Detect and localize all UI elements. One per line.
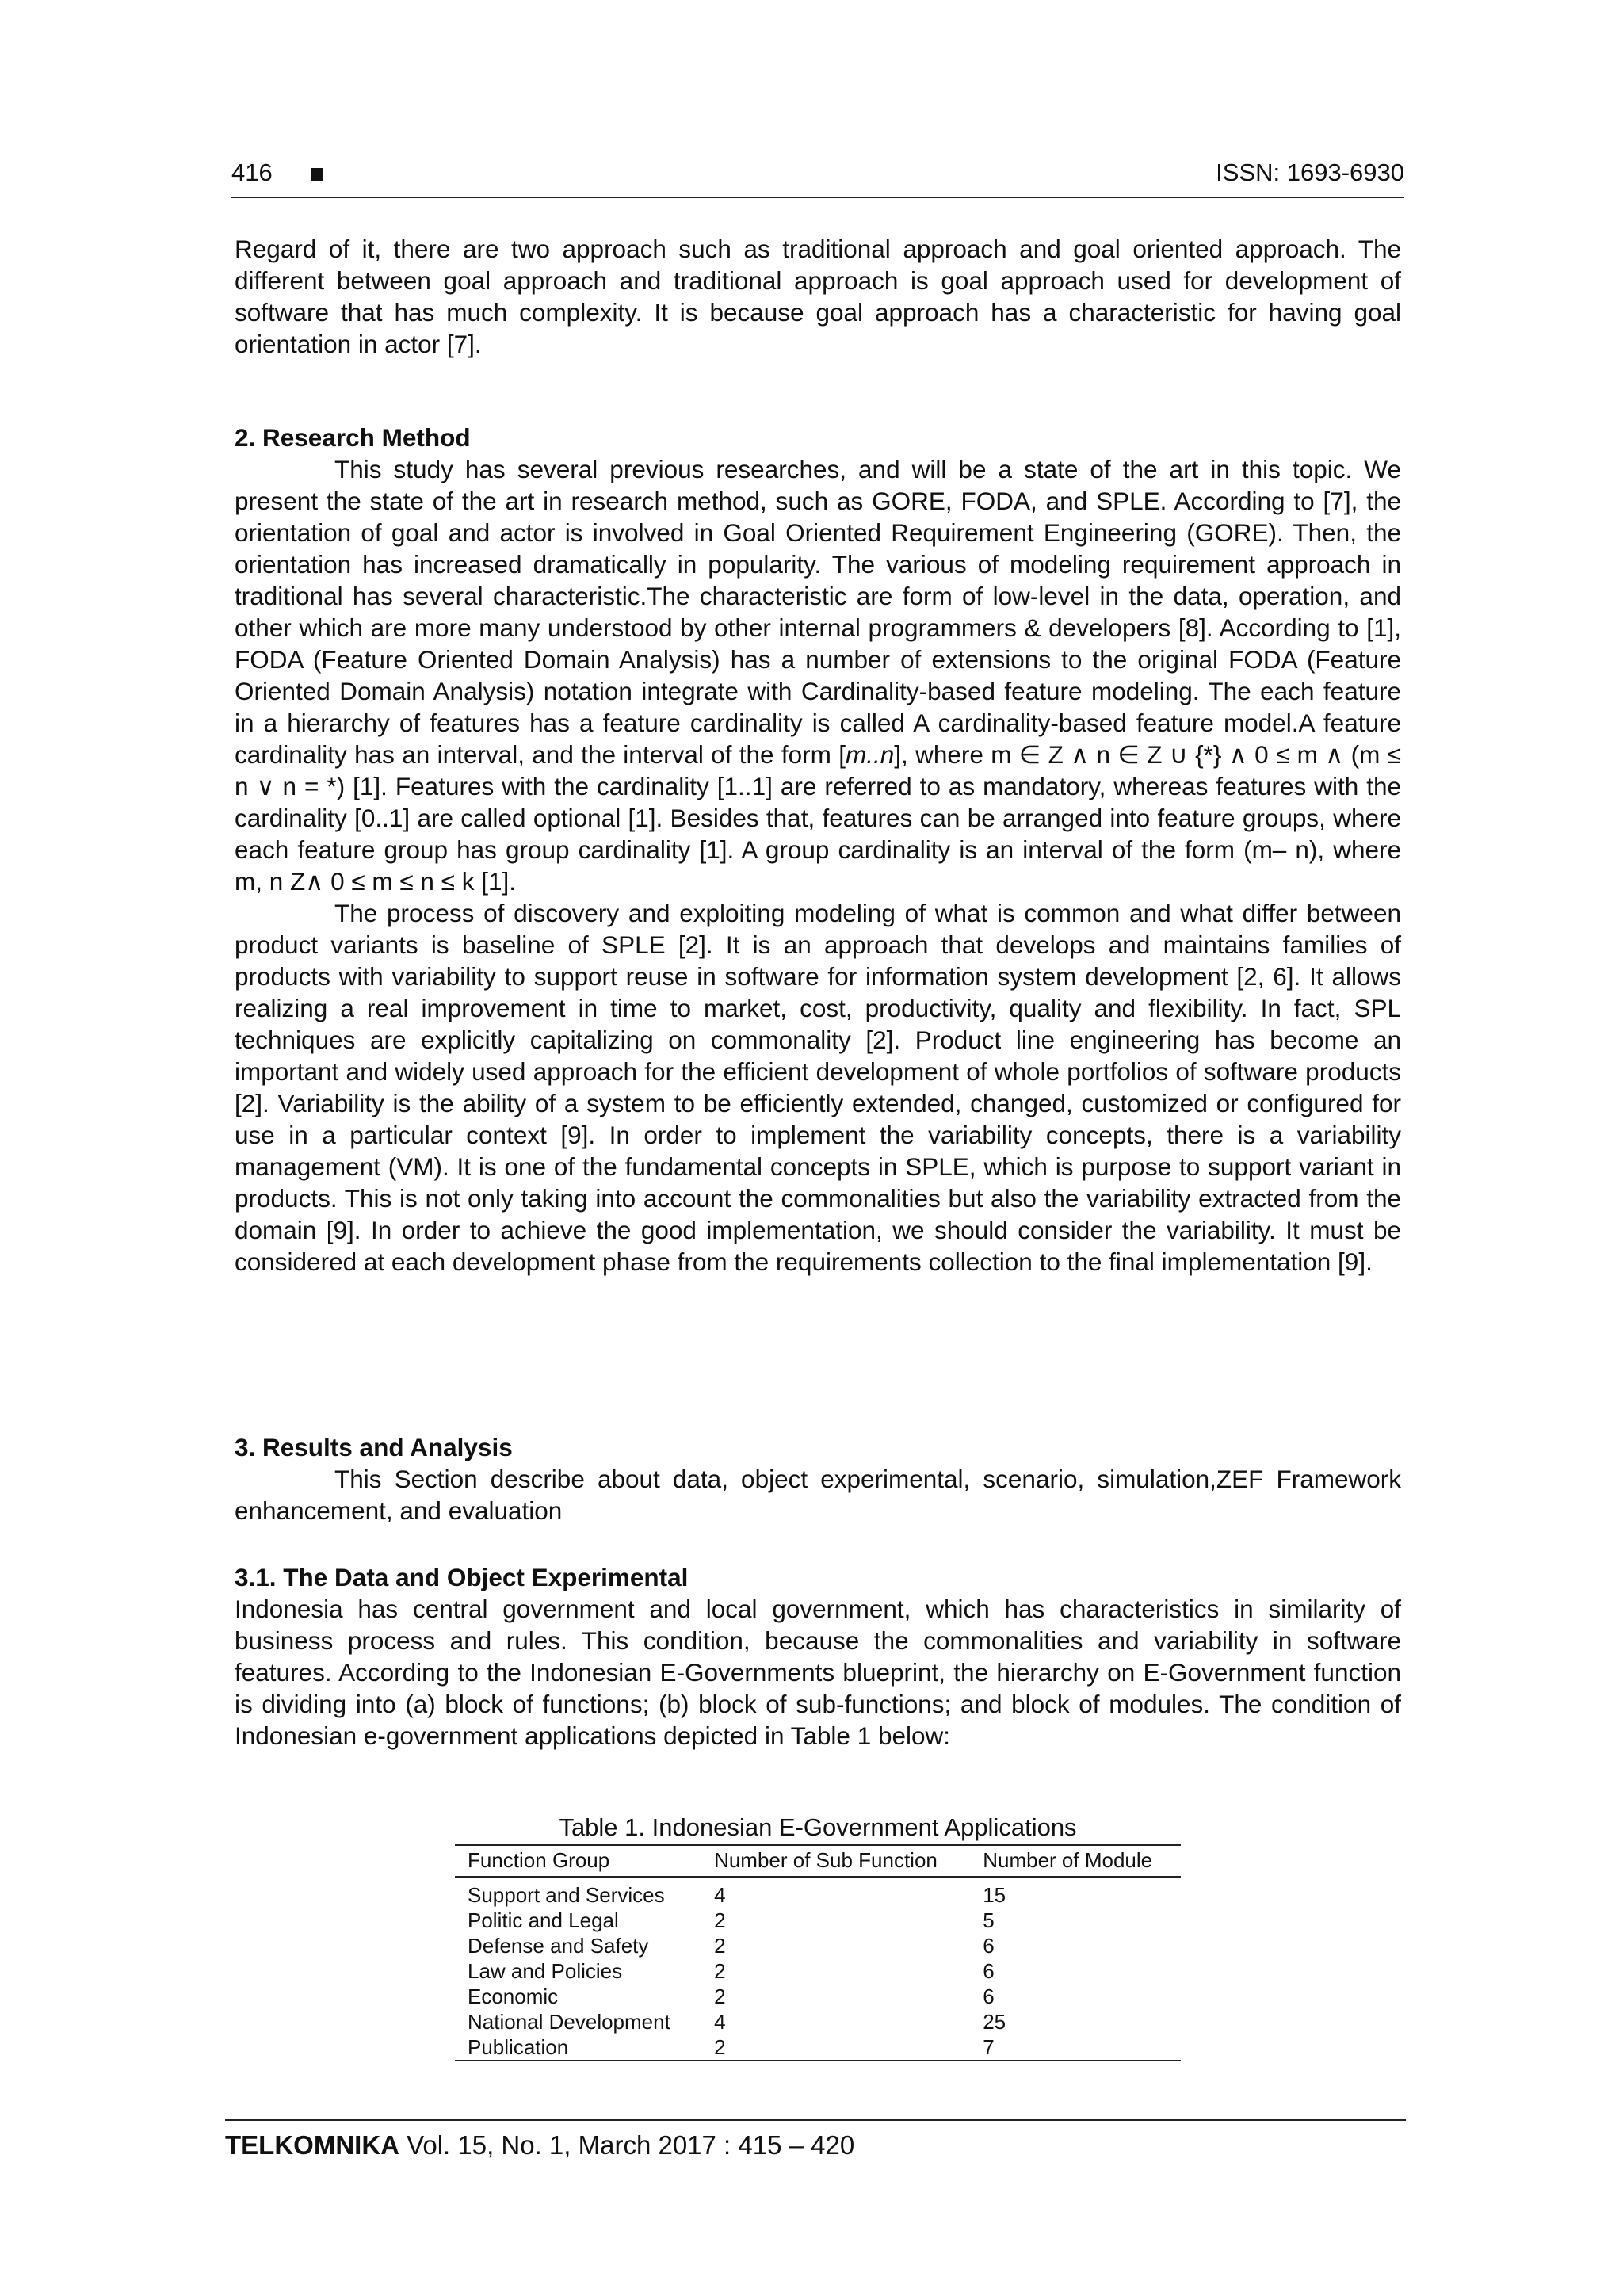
table-row [455,2034,1181,2061]
table-cell: 2 [714,1934,726,1958]
table-row [455,1908,1181,1933]
page-header [231,152,1404,198]
table-caption: Table 1. Indonesian E-Government Applications [559,1813,1077,1841]
table-cell: 6 [983,1985,995,2008]
section-heading: 2. Research Method [235,423,471,452]
paragraph: This Section describe about data, object experimental, scenario, simulation,ZEF Framework enhancement, and evaluation [235,1465,1401,1525]
column-header: Function Group [455,1845,701,1877]
column-header: Number of Module [970,1845,1181,1877]
paragraph-text: ], where m ∈ Z ∧ n ∈ Z ∪ {*} ∧ 0 ≤ m ∧ (m ≤ n ∨ n = *) [1]. Features with the cardinality [1..1] are referred to as mandatory, whereas features with the cardinality [0..1] are called optional [1]. Besides that, features can be arranged into feature groups, where each feature group has group cardinality [1]. A group cardinality is an interval of the form (m– n), where m, n Z∧ 0 ≤ m ≤ n ≤ k [1]. [235,740,1401,896]
research-method-section [235,422,1401,1278]
table-cell: National Development [468,2010,670,2034]
section-heading: 3. Results and Analysis [235,1433,513,1461]
table-cell: Economic [468,1985,559,2008]
table-cell: Publication [455,2034,701,2061]
column-header: Number of Sub Function [701,1845,970,1877]
data-object-section [235,1561,1401,1752]
paragraph: Indonesia has central government and local government, which has characteristics in similarity of business process and rules. This condition, because the commonalities and variability in software features. According to the Indonesian E-Governments blueprint, the hierarchy on E-Government function is dividing into (a) block of functions; (b) block of sub-functions; and block of modules. The condition of Indonesian e-government applications depicted in Table 1 below: [235,1595,1401,1750]
table-row [455,1984,1181,2009]
table-row [455,1958,1181,1984]
page-footer [225,2119,1406,2160]
square-bullet-icon [311,168,323,181]
table-cell: 2 [714,1985,726,2008]
intro-section [235,233,1401,360]
table-cell: 15 [983,1883,1006,1907]
table-cell: 4 [714,2010,726,2034]
table-header-row [455,1845,1181,1877]
table-cell: Politic and Legal [468,1908,619,1932]
table-cell: 7 [970,2034,1181,2061]
table-row [455,2009,1181,2034]
issn: ISSN: 1693-6930 [1216,159,1404,186]
table-cell: Defense and Safety [468,1934,649,1958]
paragraph [235,453,1401,897]
table-cell: 25 [983,2010,1006,2034]
table-cell: 2 [714,1908,726,1932]
table-cell: 5 [983,1908,995,1932]
interval-notation: m..n [846,740,895,769]
table-cell: 4 [714,1883,726,1907]
journal-details: Vol. 15, No. 1, March 2017 : 415 – 420 [407,2130,855,2160]
egov-table [455,1844,1181,2061]
subsection-heading: 3.1. The Data and Object Experimental [235,1563,689,1591]
paragraph-text: This study has several previous researches, and will be a state of the art in this topic. We present the state of the art in research method, such as GORE, FODA, and SPLE. According to [7], the orientation of goal and actor is involved in Goal Oriented Requirement Engineering (GORE). Then, the orientation has increased dramatically in popularity. The various of modeling requirement approach in traditional has several characteristic.The characteristic are form of low-level in the data, operation, and other which are more many understood by other internal programmers & developers [8]. According to [1], FODA (Feature Oriented Domain Analysis) has a number of extensions to the original FODA (Feature Oriented Domain Analysis) notation integrate with Cardinality-based feature modeling. The each feature in a hierarchy of features has a feature cardinality is called A cardinality-based feature model.A feature cardinality has an interval, and the interval of the form [ [235,455,1401,769]
table-cell: Support and Services [468,1883,665,1907]
table-row [455,1933,1181,1958]
journal-name: TELKOMNIKA [225,2130,399,2160]
intro-paragraph: Regard of it, there are two approach such as traditional approach and goal oriented approach. The different between goal approach and traditional approach is goal approach used for development of software that has much complexity. It is because goal approach has a characteristic for having goal orientation in actor [7]. [235,235,1401,358]
table-cell: 6 [983,1959,995,1983]
table-cell: Law and Policies [468,1959,623,1983]
paragraph: The process of discovery and exploiting modeling of what is common and what differ between product variants is baseline of SPLE [2]. It is an approach that develops and maintains families of products with variability to support reuse in software for information system development [2, 6]. It allows realizing a real improvement in time to market, cost, productivity, quality and flexibility. In fact, SPL techniques are explicitly capitalizing on commonality [2]. Product line engineering has become an important and widely used approach for the efficient development of whole portfolios of software products [2]. Variability is the ability of a system to be efficiently extended, changed, customized or configured for use in a particular context [9]. In order to implement the variability concepts, there is a variability management (VM). It is one of the fundamental concepts in SPLE, which is purpose to support variant in products. This is not only taking into account the commonalities but also the variability extracted from the domain [9]. In order to achieve the good implementation, we should consider the variability. It must be considered at each development phase from the requirements collection to the final implementation [9]. [235,899,1401,1276]
table-cell: 2 [714,1959,726,1983]
page-number: 416 [231,159,273,186]
table-row [455,1877,1181,1908]
table-cell: 2 [701,2034,970,2061]
results-section [235,1431,1401,1526]
table-cell: 6 [983,1934,995,1958]
